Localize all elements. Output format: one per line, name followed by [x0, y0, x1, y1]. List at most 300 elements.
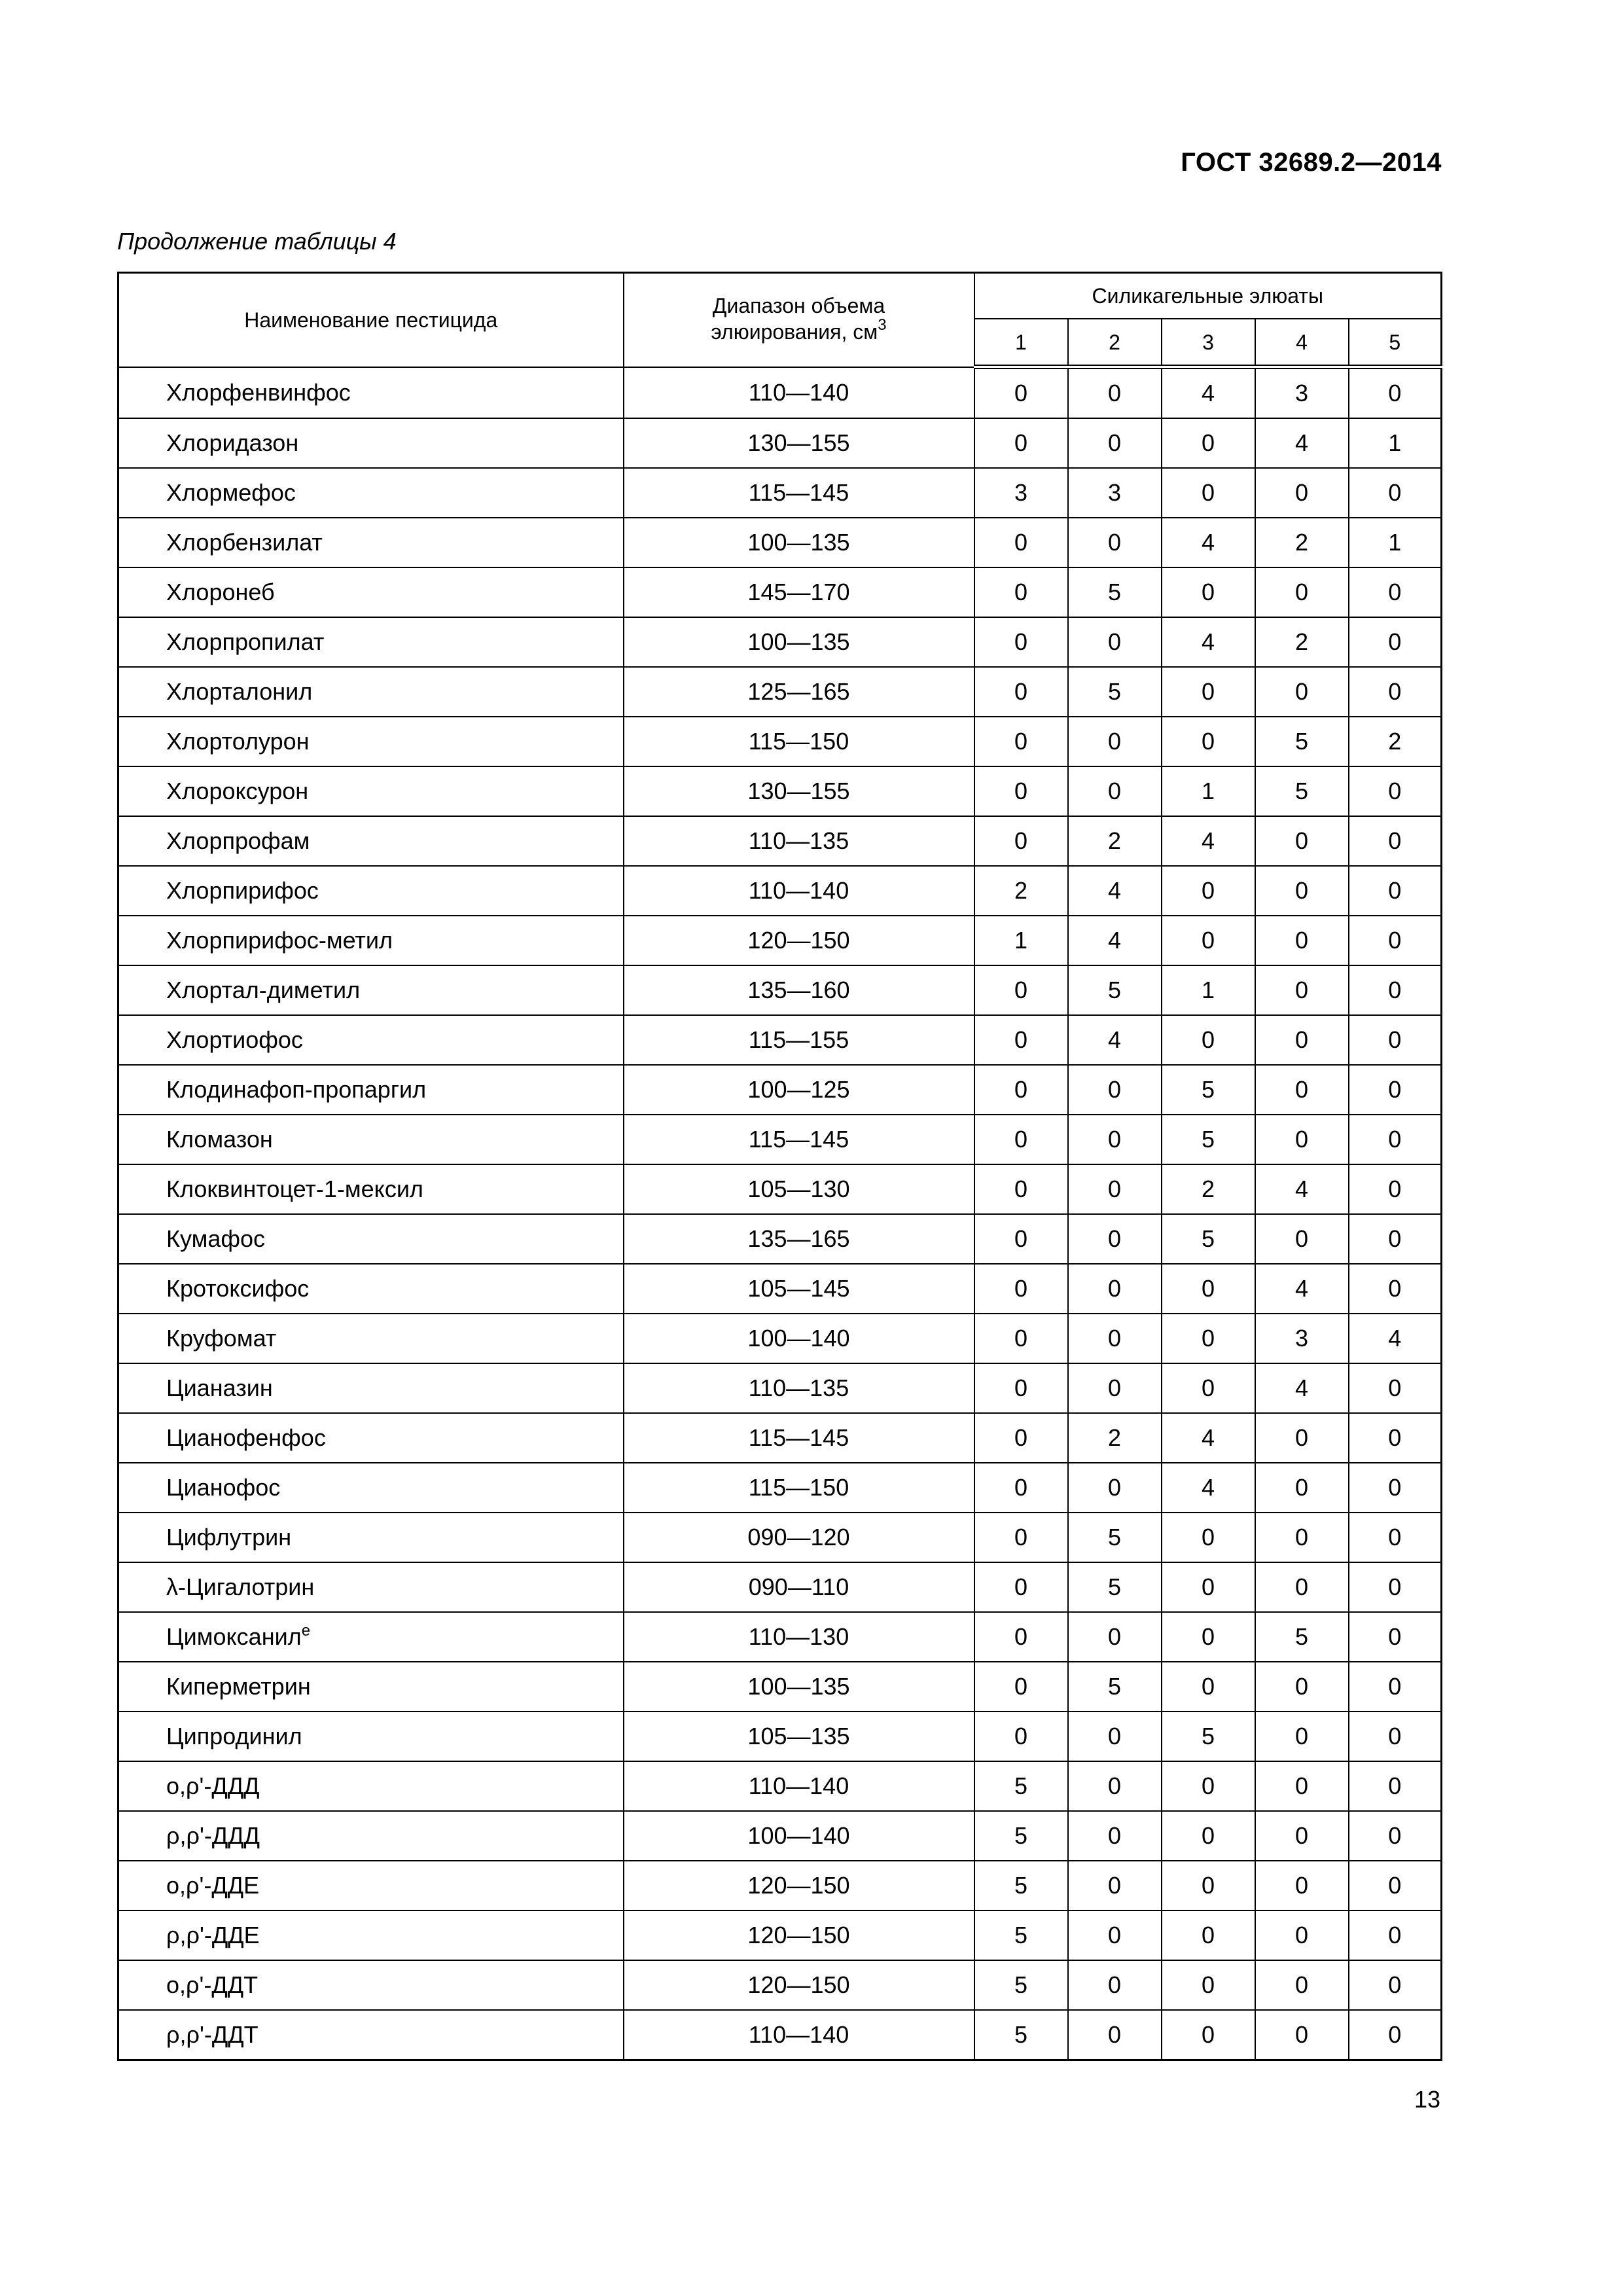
pesticide-name: Кротоксифос: [166, 1275, 310, 1302]
table-row: [118, 816, 1442, 866]
eluate-3-cell: 0: [1162, 1015, 1255, 1065]
elution-range-cell: 115—145: [624, 1115, 974, 1164]
eluate-3-cell: 0: [1162, 1363, 1255, 1413]
eluate-1-cell: 2: [974, 866, 1068, 916]
eluate-4-cell: 0: [1255, 1413, 1349, 1463]
pesticide-name: Хлорпропилат: [166, 628, 325, 655]
eluate-5-cell: 0: [1349, 1960, 1442, 2010]
elution-range-cell: 115—145: [624, 1413, 974, 1463]
eluate-5-cell: 0: [1349, 766, 1442, 816]
eluate-4-cell: 0: [1255, 1015, 1349, 1065]
eluate-2-cell: 0: [1068, 1861, 1162, 1910]
eluate-4-cell: 0: [1255, 1761, 1349, 1811]
eluate-2-cell: 2: [1068, 1413, 1162, 1463]
eluate-1-cell: 5: [974, 2010, 1068, 2060]
eluate-3-cell: 0: [1162, 1761, 1255, 1811]
table-row: [118, 567, 1442, 617]
elution-range-cell: 135—165: [624, 1214, 974, 1264]
eluate-1-cell: 0: [974, 1363, 1068, 1413]
document-header: ГОСТ 32689.2—2014: [1181, 148, 1442, 177]
table-row: [118, 866, 1442, 916]
eluate-3-cell: 5: [1162, 1712, 1255, 1761]
pesticide-name-cell: [118, 1413, 624, 1463]
eluate-2-cell: 0: [1068, 1065, 1162, 1115]
eluate-2-cell: 0: [1068, 1264, 1162, 1314]
eluate-5-cell: 2: [1349, 717, 1442, 766]
pesticide-name-cell: [118, 567, 624, 617]
eluate-4-cell: 5: [1255, 766, 1349, 816]
elution-range-cell: 110—135: [624, 1363, 974, 1413]
pesticide-name-cell: [118, 2010, 624, 2060]
pesticide-name-cell: [118, 1463, 624, 1513]
elution-range-cell: 120—150: [624, 1960, 974, 2010]
eluate-4-cell: 5: [1255, 1612, 1349, 1662]
table-row: [118, 766, 1442, 816]
column-header-silica-eluates: Силикагельные элюаты: [974, 273, 1442, 319]
eluate-4-cell: 0: [1255, 1960, 1349, 2010]
pesticide-name-cell: [118, 1264, 624, 1314]
eluate-5-cell: 0: [1349, 1811, 1442, 1861]
eluate-5-cell: 0: [1349, 367, 1442, 419]
eluate-4-cell: 5: [1255, 717, 1349, 766]
eluate-4-cell: 0: [1255, 1065, 1349, 1115]
eluate-5-cell: 0: [1349, 1662, 1442, 1712]
elution-range-cell: 090—110: [624, 1562, 974, 1612]
eluate-2-cell: 0: [1068, 766, 1162, 816]
table-row: [118, 1562, 1442, 1612]
elution-range-cell: 110—130: [624, 1612, 974, 1662]
pesticide-name: Хлорпрофам: [166, 827, 310, 854]
table-row: [118, 1861, 1442, 1910]
eluate-5-cell: 0: [1349, 1065, 1442, 1115]
eluate-5-cell: 0: [1349, 667, 1442, 717]
eluate-1-cell: 0: [974, 1413, 1068, 1463]
elution-range-cell: 100—140: [624, 1314, 974, 1363]
pesticide-name-cell: [118, 617, 624, 667]
eluate-3-cell: 1: [1162, 766, 1255, 816]
pesticide-name-cell: [118, 1314, 624, 1363]
eluate-2-cell: 0: [1068, 2010, 1162, 2060]
eluate-5-cell: 0: [1349, 1214, 1442, 1264]
eluate-1-cell: 0: [974, 518, 1068, 567]
eluate-3-cell: 0: [1162, 1662, 1255, 1712]
eluate-1-cell: 0: [974, 667, 1068, 717]
eluate-1-cell: 0: [974, 1612, 1068, 1662]
eluate-3-cell: 4: [1162, 617, 1255, 667]
eluate-3-cell: 5: [1162, 1065, 1255, 1115]
elution-range-cell: 120—150: [624, 1910, 974, 1960]
eluate-1-cell: 0: [974, 418, 1068, 468]
column-header-eluate-3: 3: [1162, 319, 1255, 367]
pesticide-name: Хлортиофос: [166, 1026, 303, 1053]
table-row: [118, 518, 1442, 567]
column-header-elution-range: [624, 273, 974, 367]
elution-range-cell: 100—135: [624, 617, 974, 667]
pesticide-name: Хлорфенвинфос: [166, 378, 351, 406]
eluate-4-cell: 2: [1255, 518, 1349, 567]
elution-range-cell: 100—125: [624, 1065, 974, 1115]
elution-range-cell: 120—150: [624, 1861, 974, 1910]
table-row: [118, 1413, 1442, 1463]
eluate-2-cell: 0: [1068, 1164, 1162, 1214]
eluate-5-cell: 0: [1349, 1413, 1442, 1463]
eluate-4-cell: 0: [1255, 1463, 1349, 1513]
table-row: [118, 1910, 1442, 1960]
eluate-5-cell: 0: [1349, 1612, 1442, 1662]
eluate-2-cell: 0: [1068, 1612, 1162, 1662]
elution-range-cell: 105—130: [624, 1164, 974, 1214]
elution-range-cell: 115—150: [624, 1463, 974, 1513]
eluate-4-cell: 4: [1255, 1363, 1349, 1413]
pesticide-name-cell: [118, 816, 624, 866]
pesticide-name: ρ,ρ'-ДДТ: [166, 2021, 259, 2048]
eluate-2-cell: 5: [1068, 667, 1162, 717]
pesticide-name-cell: [118, 667, 624, 717]
eluate-1-cell: 0: [974, 1164, 1068, 1214]
pesticide-name: Хлорпирифос-метил: [166, 927, 393, 954]
pesticide-name: Хлортолурон: [166, 728, 310, 755]
table-continuation-caption: Продолжение таблицы 4: [117, 228, 397, 255]
eluate-4-cell: 0: [1255, 1513, 1349, 1562]
pesticide-name: Хлортал-диметил: [166, 977, 361, 1003]
table-row: [118, 1065, 1442, 1115]
eluate-4-cell: 0: [1255, 1214, 1349, 1264]
eluate-5-cell: 0: [1349, 1363, 1442, 1413]
pesticide-name: Хлоридазон: [166, 429, 299, 456]
eluate-1-cell: 0: [974, 1264, 1068, 1314]
pesticide-name: Клоквинтоцет-1-мексил: [166, 1175, 423, 1202]
pesticide-name-cell: [118, 916, 624, 965]
eluate-3-cell: 2: [1162, 1164, 1255, 1214]
pesticide-name: λ-Цигалотрин: [166, 1573, 315, 1600]
elution-range-cell: 130—155: [624, 766, 974, 816]
table-row: [118, 1214, 1442, 1264]
eluate-3-cell: 0: [1162, 667, 1255, 717]
eluate-5-cell: 0: [1349, 866, 1442, 916]
pesticide-name: о,ρ'-ДДД: [166, 1772, 260, 1799]
eluate-1-cell: 5: [974, 1910, 1068, 1960]
eluate-5-cell: 1: [1349, 418, 1442, 468]
eluate-2-cell: 4: [1068, 1015, 1162, 1065]
eluate-4-cell: 0: [1255, 667, 1349, 717]
eluate-2-cell: 0: [1068, 1811, 1162, 1861]
eluate-1-cell: 0: [974, 1115, 1068, 1164]
elution-range-cell: 110—135: [624, 816, 974, 866]
eluate-2-cell: 5: [1068, 1562, 1162, 1612]
eluate-2-cell: 0: [1068, 1363, 1162, 1413]
eluate-1-cell: 5: [974, 1761, 1068, 1811]
eluate-4-cell: 2: [1255, 617, 1349, 667]
pesticide-name-cell: [118, 1910, 624, 1960]
elution-range-cell: 100—135: [624, 1662, 974, 1712]
eluate-1-cell: 0: [974, 816, 1068, 866]
eluate-5-cell: 0: [1349, 1761, 1442, 1811]
pesticide-name: Хлоронеб: [166, 579, 275, 605]
eluate-2-cell: 0: [1068, 1463, 1162, 1513]
pesticide-name: Киперметрин: [166, 1673, 311, 1700]
eluate-1-cell: 0: [974, 567, 1068, 617]
footnote-marker: е: [301, 1622, 311, 1640]
elution-range-cell: 120—150: [624, 916, 974, 965]
eluate-4-cell: 4: [1255, 1264, 1349, 1314]
pesticide-name: Цифлутрин: [166, 1524, 292, 1551]
eluate-3-cell: 0: [1162, 1910, 1255, 1960]
elution-range-cell: 130—155: [624, 418, 974, 468]
elution-range-line2: элюирования, см: [711, 319, 878, 344]
eluate-1-cell: 0: [974, 1015, 1068, 1065]
eluate-4-cell: 0: [1255, 866, 1349, 916]
elution-range-cell: 145—170: [624, 567, 974, 617]
table-row: [118, 1761, 1442, 1811]
eluate-3-cell: 0: [1162, 567, 1255, 617]
eluate-1-cell: 0: [974, 1463, 1068, 1513]
pesticide-name-cell: [118, 766, 624, 816]
pesticide-name-cell: [118, 1214, 624, 1264]
eluate-2-cell: 5: [1068, 1662, 1162, 1712]
eluate-5-cell: 0: [1349, 1164, 1442, 1214]
elution-range-cell: 110—140: [624, 866, 974, 916]
pesticide-name-cell: [118, 1164, 624, 1214]
column-header-eluate-4: 4: [1255, 319, 1349, 367]
eluate-1-cell: 0: [974, 1562, 1068, 1612]
eluate-3-cell: 0: [1162, 1562, 1255, 1612]
pesticide-name-cell: [118, 965, 624, 1015]
eluate-5-cell: 4: [1349, 1314, 1442, 1363]
elution-range-line1: Диапазон объема: [712, 293, 885, 317]
eluate-1-cell: 0: [974, 617, 1068, 667]
table-row: [118, 717, 1442, 766]
table-row: [118, 468, 1442, 518]
elution-range-cell: 110—140: [624, 367, 974, 419]
eluate-3-cell: 0: [1162, 1861, 1255, 1910]
eluate-3-cell: 0: [1162, 468, 1255, 518]
elution-range-cell: 115—155: [624, 1015, 974, 1065]
eluate-5-cell: 0: [1349, 468, 1442, 518]
eluate-1-cell: 0: [974, 766, 1068, 816]
eluate-4-cell: 4: [1255, 418, 1349, 468]
pesticide-name-cell: [118, 1761, 624, 1811]
pesticide-name: Цианофенфос: [166, 1424, 326, 1451]
eluate-4-cell: 0: [1255, 1115, 1349, 1164]
eluate-1-cell: 0: [974, 367, 1068, 419]
table-row: [118, 1811, 1442, 1861]
eluate-1-cell: 1: [974, 916, 1068, 965]
eluate-5-cell: 0: [1349, 1264, 1442, 1314]
pesticide-name-cell: [118, 468, 624, 518]
elution-range-cell: 105—135: [624, 1712, 974, 1761]
eluate-5-cell: 0: [1349, 617, 1442, 667]
eluate-1-cell: 5: [974, 1960, 1068, 2010]
pesticide-name: Цианазин: [166, 1374, 273, 1401]
table-row: [118, 1960, 1442, 2010]
eluate-1-cell: 0: [974, 1712, 1068, 1761]
eluate-1-cell: 0: [974, 1214, 1068, 1264]
table-row: [118, 367, 1442, 419]
eluate-3-cell: 0: [1162, 418, 1255, 468]
table-row: [118, 1513, 1442, 1562]
eluate-2-cell: 0: [1068, 1214, 1162, 1264]
eluate-5-cell: 0: [1349, 1513, 1442, 1562]
eluate-2-cell: 4: [1068, 866, 1162, 916]
column-header-pesticide-name: Наименование пестицида: [118, 273, 624, 367]
pesticide-name-cell: [118, 367, 624, 419]
pesticide-name: Кломазон: [166, 1126, 273, 1153]
pesticide-name: Хлормефос: [166, 479, 296, 506]
eluate-4-cell: 0: [1255, 1712, 1349, 1761]
elution-range-cell: 110—140: [624, 1761, 974, 1811]
eluate-3-cell: 0: [1162, 1513, 1255, 1562]
pesticide-name: Хлорбензилат: [166, 529, 323, 556]
elution-range-cell: 090—120: [624, 1513, 974, 1562]
eluate-4-cell: 0: [1255, 567, 1349, 617]
column-header-eluate-2: 2: [1068, 319, 1162, 367]
table-row: [118, 1662, 1442, 1712]
eluate-3-cell: 1: [1162, 965, 1255, 1015]
eluate-2-cell: 4: [1068, 916, 1162, 965]
eluate-5-cell: 1: [1349, 518, 1442, 567]
pesticide-name: ρ,ρ'-ДДЕ: [166, 1922, 260, 1948]
eluate-2-cell: 0: [1068, 1960, 1162, 2010]
table-row: [118, 1164, 1442, 1214]
eluate-2-cell: 5: [1068, 567, 1162, 617]
eluate-3-cell: 5: [1162, 1115, 1255, 1164]
eluate-2-cell: 0: [1068, 418, 1162, 468]
pesticide-name-cell: [118, 1363, 624, 1413]
table-row: [118, 1264, 1442, 1314]
pesticide-name-cell: [118, 1861, 624, 1910]
pesticide-name: о,ρ'-ДДЕ: [166, 1872, 260, 1899]
eluate-2-cell: 0: [1068, 717, 1162, 766]
pesticide-eluate-table: [117, 272, 1442, 2061]
table-row: [118, 1612, 1442, 1662]
eluate-1-cell: 0: [974, 1662, 1068, 1712]
eluate-3-cell: 5: [1162, 1214, 1255, 1264]
elution-range-cell: 105—145: [624, 1264, 974, 1314]
eluate-3-cell: 0: [1162, 1314, 1255, 1363]
eluate-1-cell: 3: [974, 468, 1068, 518]
eluate-4-cell: 0: [1255, 2010, 1349, 2060]
table-row: [118, 1015, 1442, 1065]
eluate-4-cell: 0: [1255, 965, 1349, 1015]
pesticide-name-cell: [118, 1513, 624, 1562]
pesticide-name-cell: [118, 1115, 624, 1164]
eluate-3-cell: 4: [1162, 1413, 1255, 1463]
eluate-5-cell: 0: [1349, 816, 1442, 866]
eluate-3-cell: 4: [1162, 518, 1255, 567]
page-number: 13: [1414, 2086, 1440, 2113]
pesticide-name: Хлорпирифос: [166, 877, 319, 904]
table-row: [118, 1463, 1442, 1513]
eluate-4-cell: 0: [1255, 816, 1349, 866]
column-header-eluate-1: 1: [974, 319, 1068, 367]
eluate-4-cell: 0: [1255, 1861, 1349, 1910]
eluate-2-cell: 0: [1068, 1910, 1162, 1960]
pesticide-name: Хлорталонил: [166, 678, 313, 705]
pesticide-name: о,ρ'-ДДТ: [166, 1971, 259, 1998]
elution-range-cell: 100—140: [624, 1811, 974, 1861]
column-header-eluate-5: 5: [1349, 319, 1442, 367]
pesticide-name-cell: [118, 1662, 624, 1712]
eluate-4-cell: 0: [1255, 1562, 1349, 1612]
eluate-5-cell: 0: [1349, 1712, 1442, 1761]
elution-range-unit-superscript: 3: [878, 315, 887, 334]
eluate-1-cell: 5: [974, 1861, 1068, 1910]
pesticide-name-cell: [118, 1712, 624, 1761]
pesticide-name-cell: [118, 1811, 624, 1861]
eluate-5-cell: 0: [1349, 567, 1442, 617]
table-body: [118, 367, 1442, 2060]
eluate-4-cell: 3: [1255, 367, 1349, 419]
eluate-4-cell: 4: [1255, 1164, 1349, 1214]
pesticide-name: Цимоксанил: [166, 1623, 302, 1650]
eluate-5-cell: 0: [1349, 2010, 1442, 2060]
eluate-1-cell: 0: [974, 717, 1068, 766]
eluate-1-cell: 0: [974, 1065, 1068, 1115]
eluate-2-cell: 5: [1068, 965, 1162, 1015]
eluate-4-cell: 0: [1255, 916, 1349, 965]
table-row: [118, 617, 1442, 667]
eluate-2-cell: 0: [1068, 1712, 1162, 1761]
eluate-4-cell: 0: [1255, 1662, 1349, 1712]
pesticide-name: Цианофос: [166, 1474, 281, 1501]
pesticide-name-cell: [118, 717, 624, 766]
elution-range-cell: 110—140: [624, 2010, 974, 2060]
eluate-5-cell: 0: [1349, 916, 1442, 965]
eluate-3-cell: 0: [1162, 916, 1255, 965]
table-row: [118, 667, 1442, 717]
table-row: [118, 1712, 1442, 1761]
table-row: [118, 965, 1442, 1015]
eluate-3-cell: 0: [1162, 1811, 1255, 1861]
pesticide-name-cell: [118, 866, 624, 916]
table-row: [118, 1363, 1442, 1413]
eluate-2-cell: 0: [1068, 518, 1162, 567]
eluate-3-cell: 0: [1162, 717, 1255, 766]
elution-range-cell: 115—150: [624, 717, 974, 766]
pesticide-name-cell: [118, 1015, 624, 1065]
eluate-2-cell: 3: [1068, 468, 1162, 518]
pesticide-name-cell: [118, 1562, 624, 1612]
eluate-2-cell: 0: [1068, 1761, 1162, 1811]
pesticide-name-cell: [118, 1065, 624, 1115]
pesticide-name-cell: [118, 418, 624, 468]
pesticide-name: Ципродинил: [166, 1723, 302, 1749]
pesticide-name-cell: [118, 1960, 624, 2010]
elution-range-cell: 100—135: [624, 518, 974, 567]
elution-range-cell: 115—145: [624, 468, 974, 518]
pesticide-name: ρ,ρ'-ДДД: [166, 1822, 260, 1849]
table-row: [118, 1314, 1442, 1363]
eluate-2-cell: 2: [1068, 816, 1162, 866]
eluate-3-cell: 4: [1162, 367, 1255, 419]
eluate-3-cell: 4: [1162, 816, 1255, 866]
eluate-4-cell: 3: [1255, 1314, 1349, 1363]
eluate-3-cell: 4: [1162, 1463, 1255, 1513]
eluate-5-cell: 0: [1349, 1562, 1442, 1612]
eluate-5-cell: 0: [1349, 1910, 1442, 1960]
eluate-3-cell: 0: [1162, 1264, 1255, 1314]
pesticide-name: Клодинафоп-пропаргил: [166, 1076, 427, 1103]
eluate-2-cell: 5: [1068, 1513, 1162, 1562]
eluate-1-cell: 0: [974, 965, 1068, 1015]
eluate-5-cell: 0: [1349, 1463, 1442, 1513]
eluate-1-cell: 5: [974, 1811, 1068, 1861]
pesticide-name: Круфомат: [166, 1325, 277, 1352]
eluate-4-cell: 0: [1255, 1811, 1349, 1861]
elution-range-cell: 135—160: [624, 965, 974, 1015]
table-row: [118, 916, 1442, 965]
eluate-5-cell: 0: [1349, 1015, 1442, 1065]
